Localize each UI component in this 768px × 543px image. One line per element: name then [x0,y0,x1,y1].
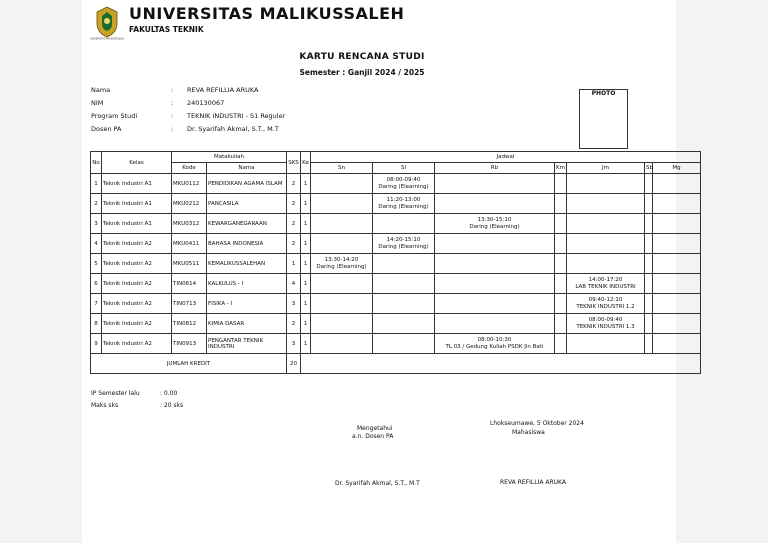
cell-kelas: Teknik Industri A2 [102,274,172,294]
cell-schedule [567,194,645,214]
cell-kelas: Teknik Industri A2 [102,314,172,334]
course-table [90,151,701,374]
info-row [91,99,285,112]
cell-schedule [555,194,567,214]
schedule-room: LAB TEKNIK INDUSTRI [575,283,636,290]
info-label: Dosen PA [91,125,122,133]
cell-schedule [653,334,701,354]
cell-no: 6 [91,274,102,294]
krs-document [82,0,681,543]
cell-schedule [435,254,555,274]
info-colon: : [171,99,174,107]
table-row [91,234,701,254]
cell-kode: MKU0511 [172,254,207,274]
schedule-time: 13:30-14:20 [324,257,359,264]
header-day: Sn [311,163,373,174]
cell-kelas: Teknik Industri A1 [102,194,172,214]
schedule-room: Daring (Elearning) [378,203,429,210]
info-colon: : [171,112,174,120]
header-jadwal: Jadwal [311,152,701,163]
header-day: Sl [373,163,435,174]
cell-schedule [555,254,567,274]
header-day: Mg [653,163,701,174]
cell-schedule [311,274,373,294]
table-row [91,254,701,274]
semester-label: Semester : Ganjil 2024 / 2025 [299,68,425,77]
cell-schedule [435,214,555,234]
cell-schedule [567,254,645,274]
cell-schedule [555,294,567,314]
cell-schedule [645,234,653,254]
cell-schedule [555,334,567,354]
total-row [91,354,701,374]
student-info [91,86,285,138]
cell-no: 8 [91,314,102,334]
cell-schedule [653,194,701,214]
cell-schedule [435,234,555,254]
header-kelas: Kelas [102,152,172,174]
cell-nama: KEMALIKUSSALEHAN [207,254,287,274]
cell-sks: 4 [287,274,301,294]
info-row [91,86,285,99]
ip-label: IP Semester lalu [91,390,140,397]
cell-schedule [653,234,701,254]
info-row [91,112,285,125]
cell-kelas: Teknik Industri A2 [102,234,172,254]
header-day: Sb [645,163,653,174]
cell-nama: KALKULUS - I [207,274,287,294]
approve-line2: a.n. Dosen PA [352,433,394,440]
info-label: NIM [91,99,104,107]
cell-kode: TIN0913 [172,334,207,354]
photo-box [579,89,628,149]
cell-schedule [435,174,555,194]
cell-schedule [435,294,555,314]
cell-ke: 1 [301,274,311,294]
cell-kode: TIN0713 [172,294,207,314]
cell-schedule [311,294,373,314]
cell-schedule [373,294,435,314]
cell-sks: 2 [287,234,301,254]
cell-no: 5 [91,254,102,274]
cell-schedule [373,254,435,274]
schedule-room: Daring (Elearning) [316,263,367,270]
schedule-time: 08:00-09:40 [588,317,623,324]
header-kode: Kode [172,163,207,174]
cell-schedule [645,294,653,314]
schedule-time: 09:40-12:10 [588,297,623,304]
student-signature-name: REVA REFILLIA ARUKA [500,479,566,486]
cell-schedule [373,194,435,214]
info-label: Program Studi [91,112,138,120]
schedule-room: Daring (Elearning) [469,223,520,230]
cell-schedule [373,174,435,194]
cell-schedule [311,174,373,194]
cell-schedule [555,234,567,254]
schedule-room: TEKNIK INDUSTRI 1.2 [576,303,635,310]
cell-schedule [653,314,701,334]
cell-ke: 1 [301,234,311,254]
cell-schedule [645,274,653,294]
cell-schedule [653,274,701,294]
cell-ke: 1 [301,214,311,234]
cell-schedule [311,194,373,214]
university-name: UNIVERSITAS MALIKUSSALEH [129,4,405,23]
cell-schedule [435,194,555,214]
table-row [91,314,701,334]
cell-kelas: Teknik Industri A1 [102,174,172,194]
cell-no: 1 [91,174,102,194]
cell-schedule [311,234,373,254]
cell-schedule [555,274,567,294]
cell-sks: 1 [287,254,301,274]
cell-kode: TIN0812 [172,314,207,334]
schedule-time: 08:00-10:30 [477,337,512,344]
cell-schedule [653,174,701,194]
cell-schedule [567,214,645,234]
cell-kelas: Teknik Industri A2 [102,334,172,354]
table-row [91,174,701,194]
schedule-room: Daring (Elearning) [378,183,429,190]
cell-schedule [567,174,645,194]
photo-label: PHOTO [591,90,616,97]
total-filler [301,354,701,374]
cell-schedule [645,314,653,334]
cell-sks: 3 [287,294,301,314]
header-ke: Ke [301,152,311,174]
cell-nama: BAHASA INDONESIA [207,234,287,254]
document-title: KARTU RENCANA STUDI [299,52,425,62]
cell-schedule [645,254,653,274]
cell-schedule [653,214,701,234]
total-sks: 20 [287,354,301,374]
approve-line1: Mengetahui [357,425,393,432]
cell-no: 4 [91,234,102,254]
cell-ke: 1 [301,254,311,274]
cell-nama: KIMIA DASAR [207,314,287,334]
info-value: 240130067 [187,99,225,107]
info-colon: : [171,125,174,133]
cell-kelas: Teknik Industri A2 [102,294,172,314]
cell-schedule [567,274,645,294]
table-row [91,194,701,214]
cell-schedule [567,234,645,254]
cell-nama: PENGANTAR TEKNIK INDUSTRI [207,334,287,354]
cell-schedule [311,314,373,334]
table-row [91,334,701,354]
cell-no: 7 [91,294,102,314]
cell-ke: 1 [301,314,311,334]
cell-kode: MKU0411 [172,234,207,254]
faculty-name: FAKULTAS TEKNIK [129,25,204,34]
cell-schedule [373,274,435,294]
cell-schedule [653,294,701,314]
cell-nama: KEWARGANEGARAAN [207,214,287,234]
cell-schedule [653,254,701,274]
ip-value: : 0.00 [160,390,178,397]
schedule-time: 08:00-09:40 [386,177,421,184]
info-value: TEKNIK INDUSTRI - S1 Reguler [187,112,286,120]
schedule-time: 11:20-13:00 [386,197,421,204]
schedule-time: 14:00-17:20 [588,277,623,284]
max-sks-value: : 20 sks [160,402,184,409]
cell-kode: MKU0112 [172,174,207,194]
cell-schedule [567,334,645,354]
header-matakuliah: Matakuliah [172,152,287,163]
cell-schedule [645,214,653,234]
table-row [91,274,701,294]
cell-kode: MKU0212 [172,194,207,214]
schedule-room: TL.03 / Gedung Kuliah PSDK Jln Bati [445,343,544,350]
cell-schedule [373,334,435,354]
info-colon: : [171,86,174,94]
table-row [91,294,701,314]
cell-schedule [435,274,555,294]
cell-schedule [373,234,435,254]
cell-schedule [311,214,373,234]
schedule-room: TEKNIK INDUSTRI 1.3 [576,323,635,330]
cell-ke: 1 [301,294,311,314]
cell-schedule [567,314,645,334]
cell-nama: PANCASILA [207,194,287,214]
cell-no: 2 [91,194,102,214]
cell-no: 3 [91,214,102,234]
cell-schedule [373,214,435,234]
cell-sks: 2 [287,194,301,214]
header-day: Km [555,163,567,174]
cell-nama: PENDIDIKAN AGAMA ISLAM [207,174,287,194]
schedule-room: Daring (Elearning) [378,243,429,250]
place-date: Lhokseumawe, 5 Oktober 2024 [490,420,584,427]
advisor-signature-name: Dr. Syarifah Akmal, S.T., M.T [335,480,420,487]
total-label: JUMLAH KREDIT [91,354,287,374]
schedule-time: 14:20-15:10 [386,237,421,244]
cell-sks: 3 [287,334,301,354]
info-row [91,125,285,138]
cell-schedule [555,314,567,334]
header-nama: Nama [207,163,287,174]
cell-schedule [645,194,653,214]
header-day: Jm [567,163,645,174]
cell-ke: 1 [301,194,311,214]
cell-schedule [311,334,373,354]
info-label: Nama [91,86,111,94]
cell-no: 9 [91,334,102,354]
schedule-time: 13:30-15:10 [477,217,512,224]
info-value: Dr. Syarifah Akmal, S.T., M.T [187,125,279,133]
logo-text: UNIVERSITAS MALIKUSSALEH [90,37,124,41]
cell-sks: 2 [287,314,301,334]
cell-schedule [555,174,567,194]
cell-ke: 1 [301,174,311,194]
cell-sks: 2 [287,214,301,234]
cell-schedule [373,314,435,334]
cell-kelas: Teknik Industri A1 [102,214,172,234]
cell-schedule [645,334,653,354]
cell-nama: FISIKA - I [207,294,287,314]
cell-kelas: Teknik Industri A2 [102,254,172,274]
info-value: REVA REFILLIA ARUKA [187,86,259,94]
cell-schedule [435,314,555,334]
cell-ke: 1 [301,334,311,354]
header-sks: SKS [287,152,301,174]
cell-schedule [567,294,645,314]
cell-kode: MKU0312 [172,214,207,234]
university-logo [90,6,124,41]
header-day: Rb [435,163,555,174]
cell-sks: 2 [287,174,301,194]
cell-schedule [435,334,555,354]
student-role: Mahasiswa [512,429,545,436]
cell-schedule [645,174,653,194]
table-row [91,214,701,234]
max-sks-label: Maks sks [91,402,119,409]
header-no: No [91,152,102,174]
cell-schedule [311,254,373,274]
cell-schedule [555,214,567,234]
cell-kode: TIN0614 [172,274,207,294]
